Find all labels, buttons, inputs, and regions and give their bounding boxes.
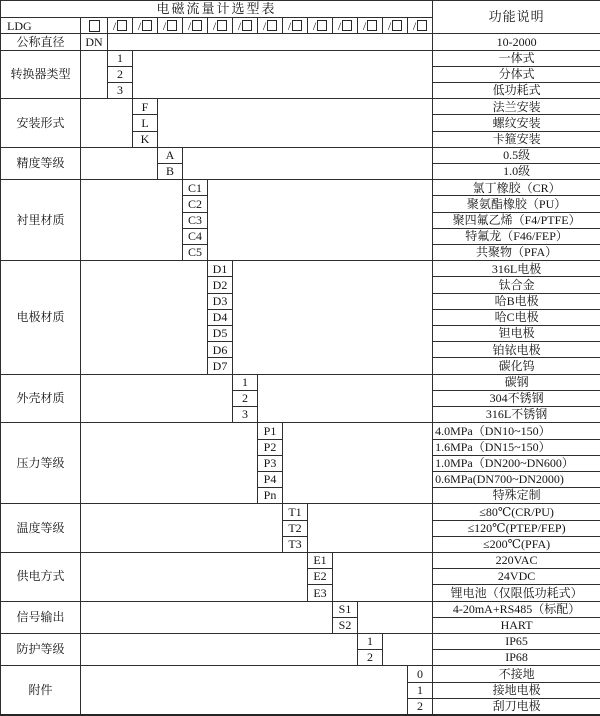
option-code: T2 [283,520,308,536]
option-function: 24VDC [433,569,600,585]
option-code: B [158,164,183,180]
option-code: D2 [208,277,233,293]
slot-slash: / [412,18,417,33]
slot-slash: / [112,18,117,33]
slot-slash: / [312,18,317,33]
option-function: 304不锈钢 [433,390,600,406]
option-function: 1.6MPa（DN15~150） [433,439,600,455]
category-label: 转换器类型 [1,50,81,99]
model-slot-cell [308,18,333,34]
option-code: S1 [333,601,358,617]
slot-slash: / [137,18,142,33]
option-row [1,147,600,163]
category-label: 精度等级 [1,147,81,179]
blank-span [133,50,433,99]
blank-span [81,50,108,99]
category-label: 公称直径 [1,34,81,50]
option-function: 锂电池（仅限低功耗式） [433,585,600,601]
option-function: 0.6MPa(DN700~DN2000) [433,471,600,487]
option-code: 2 [408,698,433,715]
model-slot-cell [383,18,408,34]
slot-box-icon [267,20,277,31]
blank-span [308,504,433,553]
option-function: 分体式 [433,66,600,82]
option-function: 4-20mA+RS485（标配） [433,601,600,617]
option-row [1,374,600,390]
option-row [1,180,600,196]
title-row [1,1,600,18]
option-function: 铂铱电极 [433,342,600,358]
option-function: 4.0MPa（DN10~150） [433,423,600,439]
blank-span [283,423,433,504]
blank-span [183,147,433,179]
slot-box-icon [117,20,127,31]
category-label: 电极材质 [1,261,81,374]
option-function: 卡箍安装 [433,131,600,147]
option-row [1,666,600,682]
slot-box-icon [217,20,227,31]
option-function: 1.0级 [433,164,600,180]
option-code: S2 [333,617,358,633]
option-function: 碳化钨 [433,358,600,374]
model-slot-cell [283,18,308,34]
option-code: DN [81,34,108,50]
option-row [1,601,600,617]
blank-span [81,552,308,601]
model-slot-cell [258,18,283,34]
category-label: 防护等级 [1,633,81,665]
model-box-icon [89,20,100,32]
option-code: Pn [258,488,283,504]
option-code: D6 [208,342,233,358]
option-code: A [158,147,183,163]
option-code: P4 [258,471,283,487]
model-slot-cell [208,18,233,34]
blank-span [81,147,158,179]
option-code: C5 [183,245,208,261]
slot-slash: / [162,18,167,33]
blank-span [158,99,433,148]
blank-span [108,34,433,50]
option-code: L [133,115,158,131]
option-code: C2 [183,196,208,212]
option-code: D1 [208,261,233,277]
slot-box-icon [167,20,177,31]
option-function: 低功耗式 [433,83,600,99]
option-code: 3 [108,83,133,99]
option-function: 10-2000 [433,34,600,50]
slot-box-icon [317,20,327,31]
category-label: 安装形式 [1,99,81,148]
model-slot-cell [333,18,358,34]
option-code: D3 [208,293,233,309]
option-code: D5 [208,326,233,342]
option-code: P2 [258,439,283,455]
model-slot-cell [408,18,433,34]
option-code: 1 [108,50,133,66]
option-function: 刮刀电极 [433,698,600,715]
slot-box-icon [192,20,202,31]
slot-box-icon [367,20,377,31]
option-function: ≤120℃(PTEP/FEP) [433,520,600,536]
slot-box-icon [242,20,252,31]
model-slot-cell [108,18,133,34]
model-slot-cell [183,18,208,34]
option-row [1,99,600,115]
slot-slash: / [212,18,217,33]
option-code: E3 [308,585,333,601]
category-label: 供电方式 [1,552,81,601]
slot-slash: / [362,18,367,33]
option-function: 法兰安装 [433,99,600,115]
model-slot-cell [133,18,158,34]
category-label: 外壳材质 [1,374,81,423]
blank-span [81,180,183,261]
option-code: 2 [233,390,258,406]
option-row [1,261,600,277]
option-function: 钽电极 [433,326,600,342]
slot-box-icon [142,20,152,31]
option-code: 0 [408,666,433,682]
option-code: K [133,131,158,147]
option-code: D7 [208,358,233,374]
model-prefix: LDG [1,18,81,34]
option-code: 1 [408,682,433,698]
option-code: C1 [183,180,208,196]
blank-span [208,180,433,261]
option-code: D4 [208,309,233,325]
option-function: ≤200℃(PFA) [433,536,600,552]
blank-span [81,601,333,633]
slot-slash: / [287,18,292,33]
option-code: T3 [283,536,308,552]
table-title: 电磁流量计选型表 [1,1,433,18]
slot-box-icon [292,20,302,31]
option-function: 螺纹安装 [433,115,600,131]
option-function: 钛合金 [433,277,600,293]
blank-span [81,99,133,148]
option-function: 1.0MPa（DN200~DN600） [433,455,600,471]
slot-box-icon [417,20,427,31]
blank-span [81,633,358,665]
diameter-row [1,34,600,50]
option-function: 碳钢 [433,374,600,390]
option-code: 3 [233,407,258,423]
blank-span [358,601,433,633]
model-slot-cell [358,18,383,34]
blank-span [333,552,433,601]
slot-slash: / [262,18,267,33]
option-function: HART [433,617,600,633]
blank-span [81,374,233,423]
blank-span [81,504,283,553]
blank-span [383,633,433,665]
model-slot-cell [158,18,183,34]
model-box-cell [81,18,108,34]
option-function: 聚四氟乙烯（F4/PTFE） [433,212,600,228]
model-slot-cell [233,18,258,34]
category-label: 信号输出 [1,601,81,633]
category-label: 压力等级 [1,423,81,504]
option-function: 哈B电极 [433,293,600,309]
option-function: 氯丁橡胶（CR） [433,180,600,196]
function-header: 功能说明 [433,1,600,34]
option-function: IP68 [433,650,600,666]
category-label: 衬里材质 [1,180,81,261]
option-function: 接地电极 [433,682,600,698]
option-row [1,423,600,439]
option-function: IP65 [433,633,600,649]
option-function: 聚氨酯橡胶（PU） [433,196,600,212]
option-code: P1 [258,423,283,439]
slot-slash: / [387,18,392,33]
category-label: 温度等级 [1,504,81,553]
blank-span [233,261,433,374]
option-code: C3 [183,212,208,228]
blank-span [258,374,433,423]
option-code: 2 [108,66,133,82]
option-function: 哈C电极 [433,309,600,325]
option-row [1,50,600,66]
blank-span [81,423,258,504]
slot-slash: / [237,18,242,33]
option-code: E1 [308,552,333,568]
option-code: F [133,99,158,115]
blank-span [81,261,208,374]
option-row [1,633,600,649]
option-code: T1 [283,504,308,520]
option-function: 不接地 [433,666,600,682]
option-function: 220VAC [433,552,600,568]
slot-box-icon [392,20,402,31]
option-code: E2 [308,569,333,585]
slot-slash: / [337,18,342,33]
option-function: ≤80℃(CR/PU) [433,504,600,520]
option-function: 共聚物（PFA） [433,245,600,261]
option-function: 316L不锈钢 [433,407,600,423]
option-row [1,552,600,568]
blank-span [81,666,408,715]
option-function: 特氟龙（F46/FEP） [433,228,600,244]
option-code: 2 [358,650,383,666]
option-function: 一体式 [433,50,600,66]
option-code: P3 [258,455,283,471]
option-code: C4 [183,228,208,244]
option-code: 1 [358,633,383,649]
option-function: 特殊定制 [433,488,600,504]
slot-box-icon [342,20,352,31]
option-function: 0.5级 [433,147,600,163]
option-row [1,504,600,520]
category-label: 附件 [1,666,81,715]
slot-slash: / [187,18,192,33]
option-code: 1 [233,374,258,390]
option-function: 316L电极 [433,261,600,277]
